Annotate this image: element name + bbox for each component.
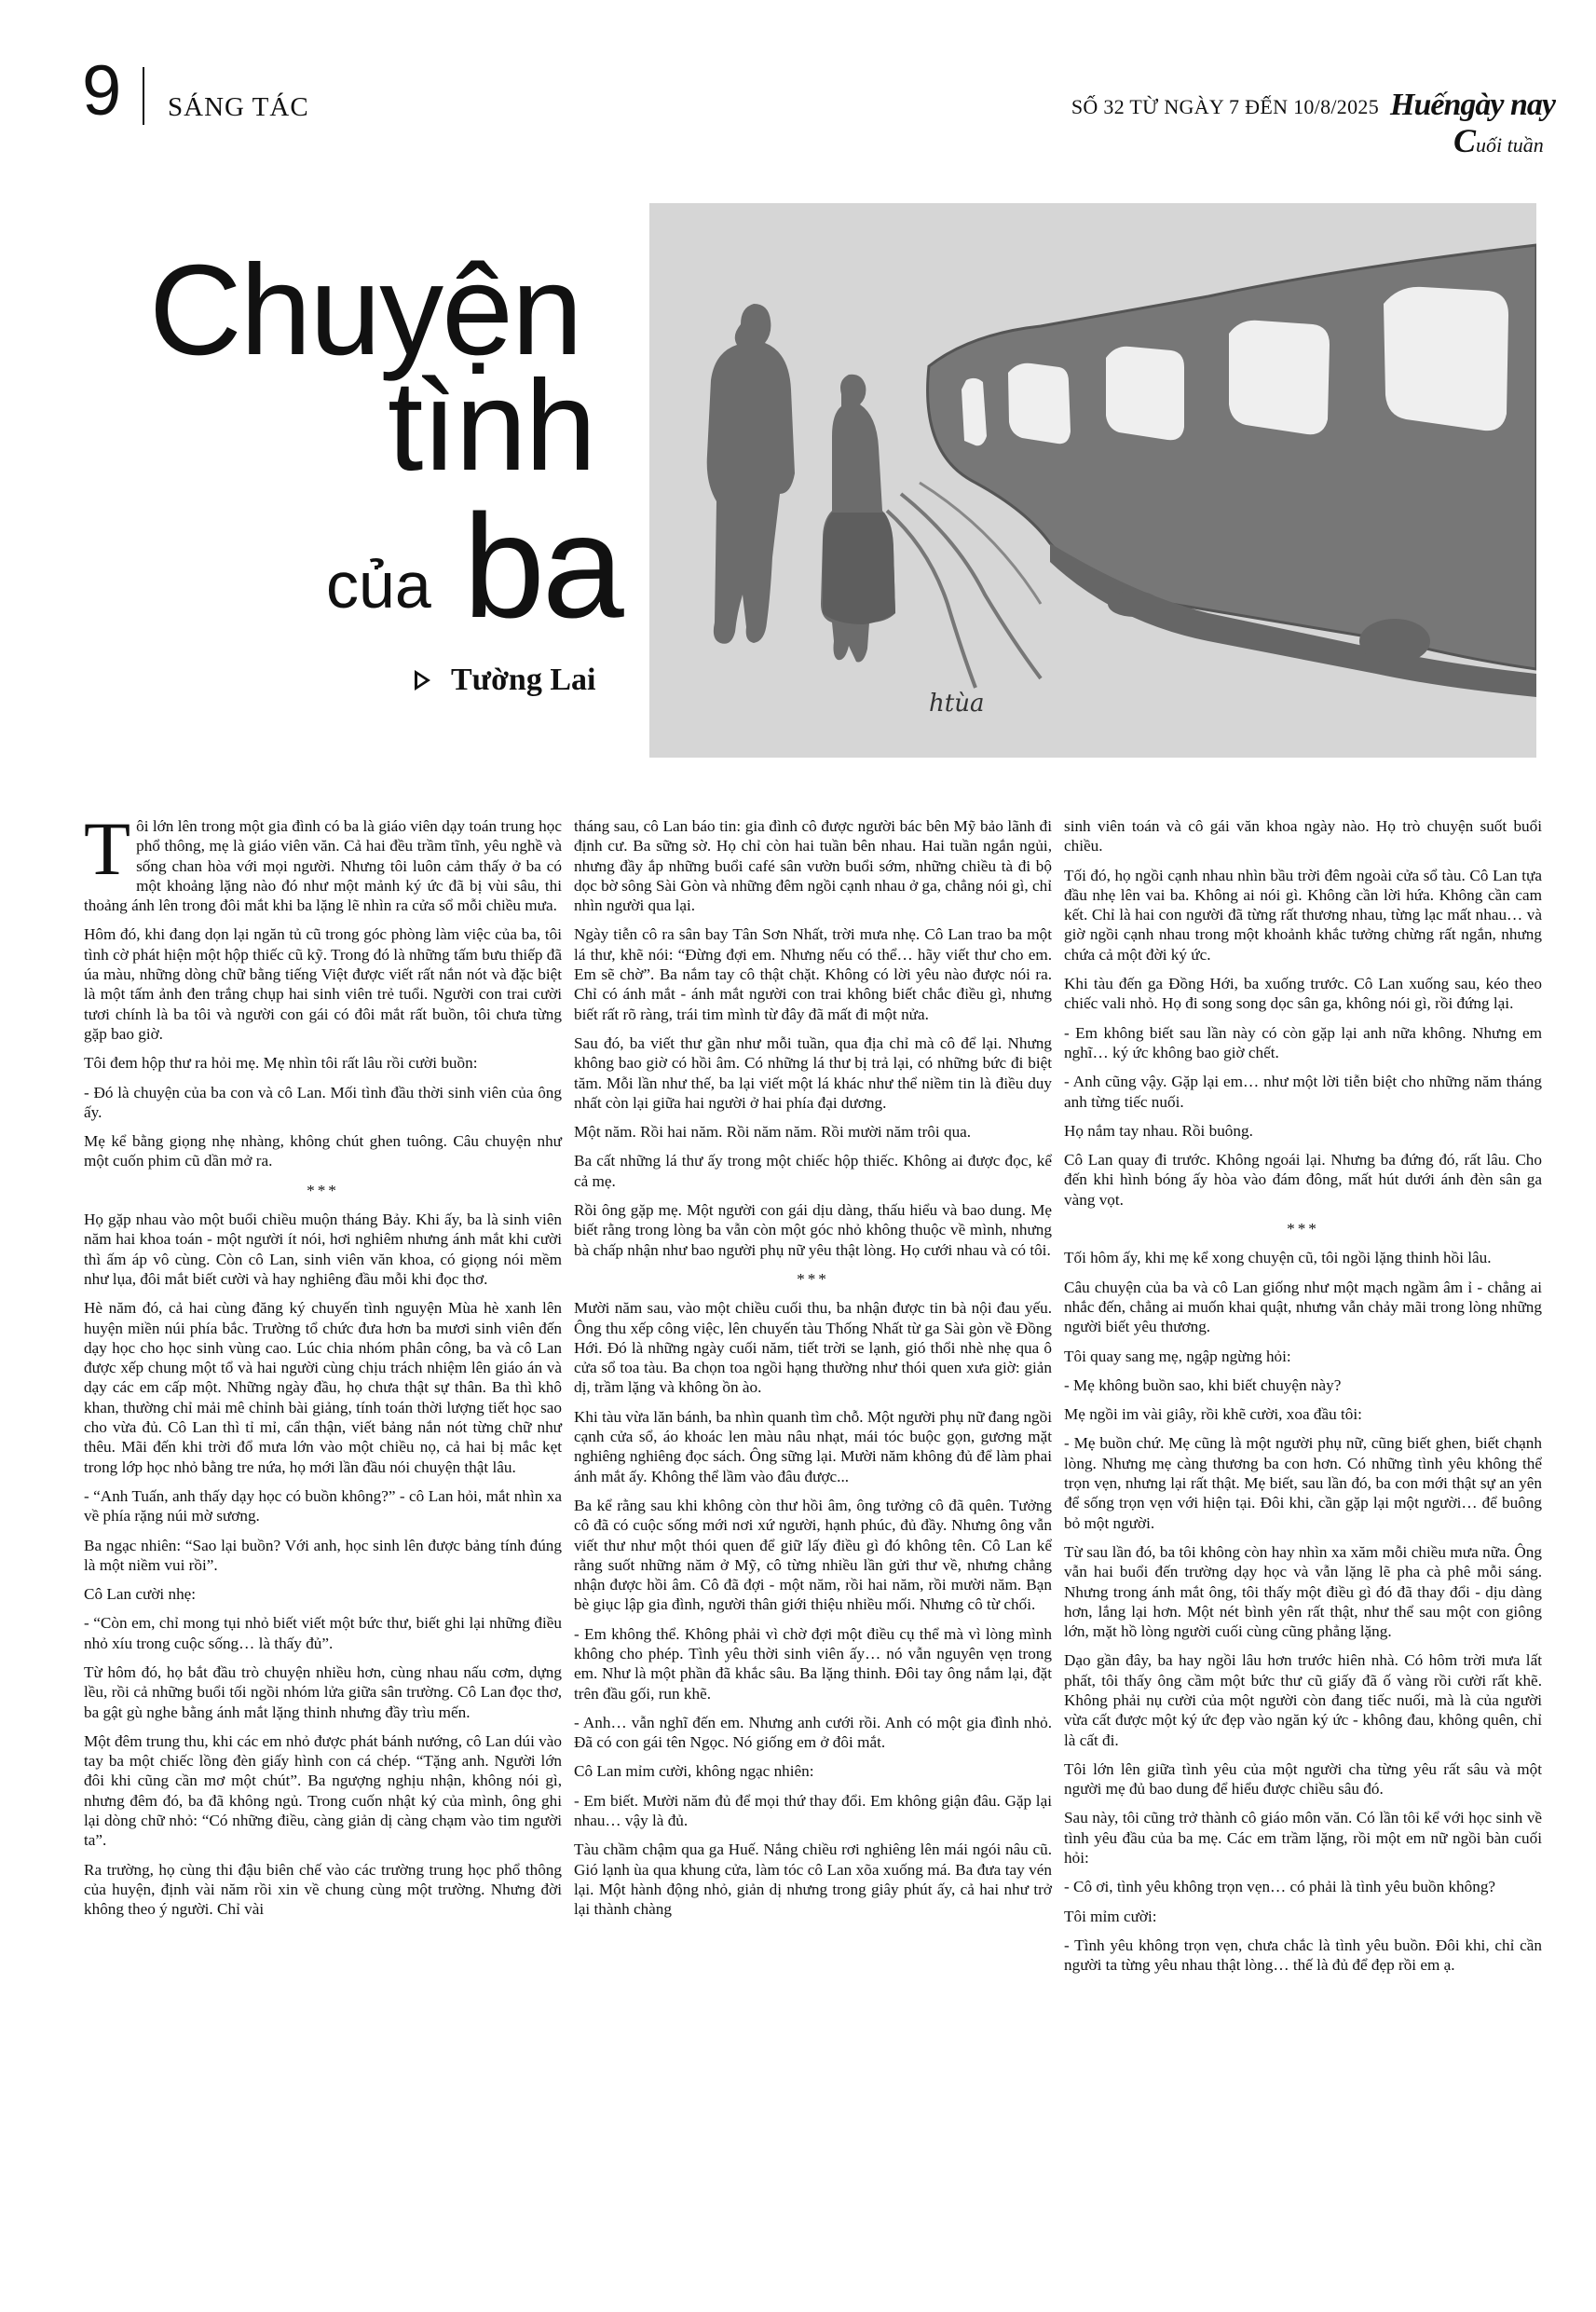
paragraph: Ngày tiễn cô ra sân bay Tân Sơn Nhất, trời mưa nhẹ. Cô Lan trao ba một lá thư, khẽ nói: “Đừng đợi em. Nhưng nếu có thể… hãy viết thư cho em. Em sẽ chờ”. Ba nắm tay cô thật chặt. Không có lời yêu nào được nói ra. Chỉ có ánh mắt - ánh mắt người con trai không biết chắc điều gì, nhưng biết rất rõ ràng, trái tim mình từ đây đã mất đi một nửa. xyxy=(574,925,1052,1023)
paragraph: - Em không biết sau lần này có còn gặp lại anh nữa không. Nhưng em nghĩ… ký ức không bao giờ chết. xyxy=(1064,1023,1542,1061)
play-triangle-icon xyxy=(415,670,430,691)
paragraph: Họ gặp nhau vào một buổi chiều muộn tháng Bảy. Khi ấy, ba là sinh viên năm hai khoa toán - một người ít nói, hơi nghiêm nhưng ánh mắt khi cười thì ấm áp vô cùng. Còn cô Lan, sinh viên văn khoa, có giọng nói mềm như lụa, đôi mắt biết cười và hay nghiêng đầu mỗi khi đọc thơ. xyxy=(84,1211,562,1288)
publication-sublogo xyxy=(1453,122,1544,159)
paragraph: Rồi ông gặp mẹ. Một người con gái dịu dàng, thấu hiểu và bao dung. Mẹ biết rằng trong lòng ba vẫn còn một góc nhỏ không thuộc về mình, nhưng bà chấp nhận như bao người phụ nữ yêu thật lòng. Họ cưới nhau và có tôi. xyxy=(574,1201,1052,1259)
train-wheel-2 xyxy=(1359,619,1430,664)
issue-info: SỐ 32 TỪ NGÀY 7 ĐẾN 10/8/2025 xyxy=(1071,95,1379,118)
paragraph: Một năm. Rồi hai năm. Rồi năm năm. Rồi mười năm trôi qua. xyxy=(574,1123,972,1142)
train-window-3 xyxy=(1106,347,1184,440)
paragraph: Sau này, tôi cũng trở thành cô giáo môn văn. Có lần tôi kể với học sinh về tình yêu đầu của ba mẹ. Các em trầm lặng, rồi một em nữ ngồi bàn cuối hỏi: xyxy=(1064,1809,1542,1867)
section-separator: *** xyxy=(307,1181,339,1199)
paragraph: - “Anh Tuấn, anh thấy dạy học có buồn không?” - cô Lan hỏi, mắt nhìn xa về phía rặng núi mờ sương. xyxy=(84,1486,562,1525)
paragraph: - “Còn em, chỉ mong tụi nhỏ biết viết một bức thư, biết ghi lại những điều nhỏ xíu trong cuộc sống… là thấy đủ”. xyxy=(84,1614,562,1652)
paragraph: Khi tàu vừa lăn bánh, ba nhìn quanh tìm chỗ. Một người phụ nữ đang ngồi cạnh cửa sổ, áo khoác len màu nâu nhạt, mái tóc buộc gọn, gương mặt nghiêng nghiêng đọc sách. Ông sững lại. Mười năm không đủ để làm phai ánh mắt ấy. Không thể lầm vào đâu được... xyxy=(574,1407,1052,1485)
paragraph: - Em biết. Mười năm đủ để mọi thứ thay đổi. Em không giận đâu. Gặp lại nhau… vậy là đủ. xyxy=(574,1791,1052,1830)
article-column-3 xyxy=(1064,816,1542,1985)
section-separator: *** xyxy=(1287,1220,1319,1238)
paragraph: Tôi đem hộp thư ra hỏi mẹ. Mẹ nhìn tôi rất lâu rồi cười buồn: xyxy=(84,1054,478,1073)
byline xyxy=(415,662,595,699)
train-wheel-1 xyxy=(1108,591,1160,617)
paragraph: Ba ngạc nhiên: “Sao lại buồn? Với anh, học sinh lên được bảng tính đúng là một niềm vui rồi”. xyxy=(84,1536,562,1574)
paragraph: - Mẹ không buồn sao, khi biết chuyện này? xyxy=(1064,1375,1342,1394)
paragraph: - Em không thể. Không phải vì chờ đợi một điều cụ thể mà vì lòng mình không cho phép. Tình yêu thời sinh viên ấy… nó vẫn nguyên vẹn trong em. Như là một phần đã khắc sâu. Ba lặng thinh. Đôi tay ông nắm lại, đặt trên đầu gối, run khẽ. xyxy=(574,1624,1052,1703)
paragraph-text: ôi lớn lên trong một gia đình có ba là giáo viên dạy toán trung học phổ thông, mẹ là giáo viên văn. Cả hai đều trầm tĩnh, yêu nghề và sống chan hòa với mọi người. Nhưng tôi luôn cảm thấy ở ba có một khoảng lặng nào đó như một mảnh ký ức đã bị vùi sâu, thi thoảng ánh lên trong đôi mắt khi ba lặng lẽ nhìn ra cửa sổ mỗi chiều mưa. xyxy=(84,817,562,915)
paragraph: Tôi lớn lên giữa tình yêu của một người cha từng yêu rất sâu và một người mẹ đủ bao dung để hiểu được chiều sâu đó. xyxy=(1064,1759,1542,1799)
drop-cap: T xyxy=(84,806,131,891)
paragraph: Tàu chầm chậm qua ga Huế. Nắng chiều rơi nghiêng lên mái ngói nâu cũ. Gió lạnh ùa qua khung cửa, làm tóc cô Lan xõa xuống má. Ba đưa tay vén lại. Một hành động nhỏ, giản dị nhưng trong giây phút ấy, cả hai như trở lại thành chàng xyxy=(574,1840,1052,1919)
paragraph: Tối đó, họ ngồi cạnh nhau nhìn bầu trời đêm ngoài cửa sổ tàu. Cô Lan tựa đầu nhẹ lên vai ba. Không ai nói gì. Không cần lời hứa. Không cần cam kết. Chỉ là hai con người đã từng rất thương nhau, từng lạc mất nhau… và giờ ngồi cạnh nhau trong một khoảnh khắc tưởng chừng rất ngắn, nhưng chứa cả một đời ký ức. xyxy=(1064,866,1542,964)
paragraph: Cô Lan cười nhẹ: xyxy=(84,1585,197,1604)
article-column-1 xyxy=(84,806,562,1929)
publication-logo: Huếngày nay xyxy=(1390,88,1555,122)
illustration xyxy=(649,203,1536,758)
paragraph: - Đó là chuyện của ba con và cô Lan. Mối tình đầu thời sinh viên của ông ấy. xyxy=(84,1083,562,1121)
artist-signature: htùa xyxy=(929,690,985,718)
author-name: Tường Lai xyxy=(451,663,596,697)
title-line-1: Chuyện xyxy=(149,239,581,382)
page-number: 9 xyxy=(82,51,122,130)
title-line-4: ba xyxy=(463,485,621,649)
paragraph: Ba cất những lá thư ấy trong một chiếc hộp thiếc. Không ai được đọc, kể cả mẹ. xyxy=(574,1152,1052,1190)
paragraph: Khi tàu đến ga Đồng Hới, ba xuống trước. Cô Lan xuống sau, kéo theo chiếc vali nhỏ. Họ đi song song dọc sân ga, không nói gì, rồi đứng lại. xyxy=(1064,975,1542,1013)
paragraph: Hè năm đó, cả hai cùng đăng ký chuyến tình nguyện Mùa hè xanh lên huyện miền núi phía bắc. Trường tổ chức đưa hơn ba mươi sinh viên đến dạy học cho học sinh vùng cao. Lúc chia nhóm phân công, ba và cô Lan được xếp chung một tổ và hai người cùng chịu trách nhiệm lên giáo án và dạy các em cấp một. Những ngày đầu, họ chưa thật sự thân. Ba thì khô khan, thường chỉ mải mê chỉnh bài giảng, tính toán thời lượng tiết học sao cho vừa đủ. Cô Lan thì tỉ mỉ, cẩn thận, viết bảng nắn nót từng chữ như thêu. Mãi đến khi trời đổ mưa lớn vào một chiều nọ, cả hai bị mắc kẹt trong lớp học nhỏ bằng tre nứa, họ mới lần đầu nói chuyện thật lâu. xyxy=(84,1299,562,1476)
title-line-3: của xyxy=(326,549,431,622)
paragraph: Cô Lan mỉm cười, không ngạc nhiên: xyxy=(574,1762,814,1781)
sublogo-initial: C xyxy=(1453,122,1477,159)
paragraph: Câu chuyện của ba và cô Lan giống như một mạch ngầm âm ỉ - chẳng ai nhắc đến, chẳng ai muốn khai quật, nhưng vẫn chảy mãi trong lòng những người biết yêu thương. xyxy=(1064,1278,1542,1336)
paragraph: Họ nắm tay nhau. Rồi buông. xyxy=(1064,1121,1253,1140)
paragraph: Cô Lan quay đi trước. Không ngoái lại. Nhưng ba đứng đó, rất lâu. Cho đến khi hình bóng ấy hòa vào đám đông, mất hút dưới ánh đèn sân ga vàng vọt. xyxy=(1064,1151,1542,1209)
paragraph: Mẹ kể bằng giọng nhẹ nhàng, không chút ghen tuông. Câu chuyện như một cuốn phim cũ dần mở ra. xyxy=(84,1132,562,1170)
title-line-2: tình xyxy=(388,354,595,498)
paragraph: - Tình yêu không trọn vẹn, chưa chắc là tình yêu buồn. Đôi khi, chỉ cần người ta từng yêu nhau thật lòng… thế là đủ để đẹp rồi em ạ. xyxy=(1064,1936,1542,1975)
paragraph: sinh viên toán và cô gái văn khoa ngày nào. Họ trò chuyện suốt buổi chiều. xyxy=(1064,817,1542,855)
paragraph: Ba kể rằng sau khi không còn thư hồi âm, ông tưởng cô đã quên. Tưởng cô đã có cuộc sống mới nơi xứ người, hạnh phúc, đủ đầy. Nhưng ông vẫn viết thư như một thói quen để giữ lấy điều gì đó không tên. Cô Lan kể rằng suốt những năm ở Mỹ, cô từng nhiều lần gửi thư về, nhưng chẳng nhận được hồi âm. Cô đã đợi - một năm, rồi hai năm, rồi mười năm. Bạn bè giục lập gia đình, người thân giới thiệu nhiều mối. Nhưng cô từ chối. xyxy=(574,1496,1052,1614)
paragraph: Tôi mỉm cười: xyxy=(1064,1907,1157,1925)
paragraph: Từ hôm đó, họ bắt đầu trò chuyện nhiều hơn, cùng nhau nấu cơm, dựng lều, rồi cả những buổi tối ngồi nhóm lửa giữa sân trường. Cô Lan đọc thơ, ba gật gù nghe bằng ánh mắt lặng thinh nhưng đầy trìu mến. xyxy=(84,1662,562,1721)
paragraph: - Mẹ buồn chứ. Mẹ cũng là một người phụ nữ, cũng biết ghen, biết chạnh lòng. Nhưng mẹ càng thương ba con hơn. Có những tình yêu không thể trọn vẹn, nhưng lại rất thật. Mẹ biết, sau lần đó, ba con mới thật sự an yên để sống trọn vẹn với hiện tại. Đôi khi, cần gặp lại một người… để buông bỏ một người. xyxy=(1064,1434,1542,1532)
article-column-2 xyxy=(574,816,1052,1929)
paragraph: - Cô ơi, tình yêu không trọn vẹn… có phải là tình yêu buồn không? xyxy=(1064,1878,1496,1896)
train-window-1 xyxy=(962,378,987,445)
paragraph: - Anh… vẫn nghĩ đến em. Nhưng anh cưới rồi. Anh có một gia đình nhỏ. Đã có con gái tên Ngọc. Nó giống em ở đôi mắt. xyxy=(574,1713,1052,1752)
train-window-5 xyxy=(1384,287,1508,431)
paragraph: Tối hôm ấy, khi mẹ kể xong chuyện cũ, tôi ngồi lặng thinh hồi lâu. xyxy=(1064,1249,1492,1267)
section-label: SÁNG TÁC xyxy=(168,92,309,122)
paragraph: Từ sau lần đó, ba tôi không còn hay nhìn xa xăm mỗi chiều mưa nữa. Ông vẫn hai buổi đến trường dạy học và vẫn lặng lẽ pha cà phê mỗi sáng. Nhưng trong ánh mắt ông, tôi thấy một điều gì đó đã thay đổi - dịu dàng hơn, lắng lại hơn. Một nét bình yên rất thật, như thể sau một con giông lớn, mặt hồ lòng người cuối cùng cũng phẳng lặng. xyxy=(1064,1542,1542,1641)
paragraph: Ra trường, họ cùng thi đậu biên chế vào các trường trung học phổ thông của huyện, định vài năm rồi xin về chung cùng một trường. Nhưng đời không theo ý người. Chỉ vài xyxy=(84,1860,562,1919)
paragraph: Tôi quay sang mẹ, ngập ngừng hỏi: xyxy=(1064,1347,1291,1365)
paragraph: Hôm đó, khi đang dọn lại ngăn tủ cũ trong góc phòng làm việc của ba, tôi tình cờ phát hiện một hộp thiếc cũ kỹ. Trong đó là những tấm bưu thiếp đã úa màu, những dòng chữ bằng tiếng Việt được viết rất nắn nót và đặc biệt là một tấm ảnh đen trắng chụp hai sinh viên trẻ tuổi. Người con trai cười tươi chính là ba tôi và người con gái có đôi mắt rất buồn, tôi chưa từng gặp bao giờ. xyxy=(84,925,562,1043)
sublogo-rest: uối tuần xyxy=(1476,133,1544,157)
paragraph xyxy=(84,806,562,915)
header-divider xyxy=(143,67,144,125)
paragraph: tháng sau, cô Lan báo tin: gia đình cô được người bác bên Mỹ bảo lãnh đi định cư. Ba sững sờ. Họ chỉ còn hai tuần bên nhau. Hai tuần ngắn ngủi, nhưng đầy ắp những buổi café sân vườn buổi sớm, những chiều tà đi bộ dọc bờ sông Sài Gòn và những đêm ngồi cạnh nhau ở ga, chẳng nói gì, chỉ nhìn người qua lại. xyxy=(574,817,1052,915)
paragraph: Sau đó, ba viết thư gần như mỗi tuần, qua địa chỉ mà cô để lại. Nhưng không bao giờ có hồi âm. Có những lá thư bị trả lại, có những bức đi biệt tăm. Mỗi lần như thế, ba lại viết một lá khác như thể niềm tin là điều duy nhất còn lại giữa hai người ở hai phía đại dương. xyxy=(574,1033,1052,1112)
paragraph: Mười năm sau, vào một chiều cuối thu, ba nhận được tin bà nội đau yếu. Ông thu xếp công việc, lên chuyến tàu Thống Nhất từ ga Sài gòn về Đồng Hới. Đó là những ngày cuối năm, tiết trời se lạnh, gió thổi nhè nhẹ qua ô cửa sổ toa tàu. Ba chọn toa ngồi hạng thường như thói quen xưa giờ: giản dị, trầm lặng và không ồn ào. xyxy=(574,1299,1052,1397)
paragraph: Một đêm trung thu, khi các em nhỏ được phát bánh nướng, cô Lan dúi vào tay ba một chiếc lồng đèn giấy hình con cá chép. “Tặng anh. Người lớn đôi khi cũng cần mơ một chút”. Ba ngượng nghịu nhận, không nói gì, nhưng đêm đó, ba đã không ngủ. Trong cuốn nhật ký của mình, ông ghi lại dòng chữ nhỏ: “Có những điều, càng giản dị càng chạm vào tim người ta”. xyxy=(84,1731,562,1850)
train-window-2 xyxy=(1008,363,1071,445)
paragraph: - Anh cũng vậy. Gặp lại em… như một lời tiễn biệt cho những năm tháng anh từng tiếc nuối. xyxy=(1064,1073,1542,1111)
paragraph: Dạo gần đây, ba hay ngồi lâu hơn trước hiên nhà. Có hôm trời mưa lất phất, tôi thấy ông cầm một bức thư cũ giấy đã ố vàng rồi cười rất khẽ. Không phải nụ cười của một người còn đang tiếc nuối, mà là của người vừa cất được một ký ức đẹp vào ngăn ký ức - không đau, không quên, chỉ là cất đi. xyxy=(1064,1651,1542,1749)
woman-dress xyxy=(823,513,895,624)
paragraph: Mẹ ngồi im vài giây, rồi khẽ cười, xoa đầu tôi: xyxy=(1064,1405,1362,1424)
section-separator: *** xyxy=(797,1269,829,1288)
train-window-4 xyxy=(1229,321,1330,434)
